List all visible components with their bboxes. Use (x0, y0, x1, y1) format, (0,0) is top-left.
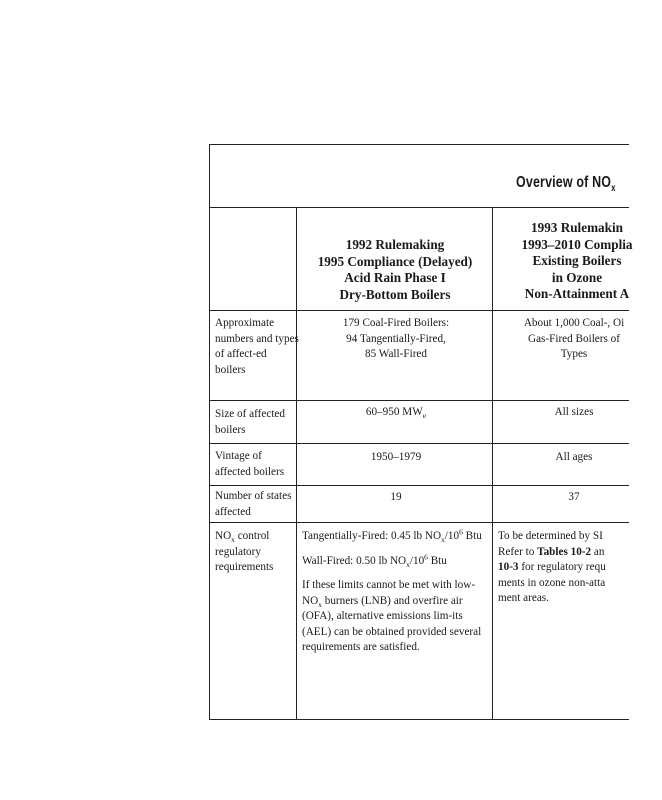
header-line: 1995 Compliance (Delayed) (317, 253, 473, 269)
cell-states-col1: 19 (390, 491, 402, 503)
text: Btu (462, 530, 482, 542)
cell-line: 179 Coal-Fired Boilers: (342, 317, 450, 329)
wall-fired-limit (302, 551, 492, 570)
column-header-2 (492, 220, 662, 303)
text: Btu (427, 554, 447, 567)
header-divider (210, 310, 629, 311)
header-line: Non-Attainment A (524, 286, 630, 301)
title-subscript: x (611, 183, 616, 195)
cell-nox-col2 (498, 529, 658, 607)
cell-line: 94 Tangentially-Fired, (346, 332, 446, 345)
header-line: 1992 Rulemaking (345, 237, 445, 252)
cell-nox-col1 (302, 529, 492, 665)
cell-size-col1 (298, 405, 494, 421)
cell-line: 85 Wall-Fired (365, 348, 427, 360)
table-title (516, 174, 616, 195)
header-line: 1993–2010 Complia (521, 236, 633, 252)
tangential-limit (302, 529, 492, 545)
row-divider-3 (210, 485, 629, 486)
nox-overview-table (209, 144, 633, 720)
header-line: Existing Boilers (532, 253, 622, 268)
header-line: Dry-Bottom Boilers (339, 286, 451, 302)
row-label-size: Size of affected boilers (215, 408, 285, 436)
cell-subscript: e (422, 411, 427, 421)
title-text: Overview of NO (516, 174, 612, 191)
cell-line: To be determined by SI (498, 530, 603, 542)
row-label-states: Number of states affected (215, 490, 292, 518)
text: Refer to (498, 545, 538, 558)
row-label-approximate: Approximate numbers and types of affect-ed boilers (215, 317, 299, 376)
cell-line: Types (560, 348, 588, 360)
superscript: 6 (424, 551, 428, 561)
label-subscript: x (231, 535, 235, 545)
cell-size-col2: All sizes (554, 406, 594, 418)
text: Wall-Fired: 0.50 lb NO (302, 554, 407, 567)
text: If these limits cannot be met with low-NO (302, 579, 476, 607)
cell-line: About 1,000 Coal-, Oi (523, 317, 625, 329)
subscript: x (318, 599, 322, 609)
cell-vintage-col1: 1950–1979 (370, 451, 422, 463)
table-title-row (210, 145, 629, 208)
cell-states-col2: 37 (568, 491, 580, 503)
header-line: 1993 Rulemakin (531, 220, 623, 235)
cell-line (498, 545, 658, 561)
header-line: in Ozone (551, 269, 603, 285)
label-text: control regulatory requirements (215, 530, 274, 573)
cell-vintage-col2: All ages (555, 451, 593, 463)
alternative-limits-note (302, 578, 492, 656)
text: /10 (409, 554, 425, 567)
label-text: NO (215, 530, 232, 542)
header-line: Acid Rain Phase I (344, 270, 446, 285)
text: Tangentially-Fired: 0.45 lb NO (302, 530, 442, 542)
text: an (591, 545, 605, 558)
text: for regulatory requ (518, 561, 606, 573)
text: burners (LNB) and overfire air (OFA), alternative emissions lim-its (AEL) can be obtained provided several requirements are satisfied. (302, 594, 482, 653)
row-label-vintage: Vintage of affected boilers (215, 450, 285, 478)
cell-approx-col2 (494, 316, 654, 363)
subscript: x (406, 559, 410, 569)
cell-approx-col1 (298, 316, 494, 363)
cell-text: 60–950 MW (365, 406, 423, 418)
superscript: 6 (459, 527, 463, 537)
text: /10 (444, 530, 460, 542)
row-divider-4 (210, 522, 629, 523)
cell-line: Gas-Fired Boilers of (528, 332, 620, 345)
row-divider-2 (210, 443, 629, 444)
cell-line (498, 560, 658, 576)
cell-line: ments in ozone non-atta (498, 576, 606, 589)
table-reference: 10-3 (498, 561, 519, 573)
column-header-1 (296, 237, 494, 303)
cell-line: ment areas. (498, 592, 549, 604)
subscript: x (441, 535, 445, 545)
row-divider-1 (210, 400, 629, 401)
row-label-nox-control (215, 529, 299, 576)
table-reference: Tables 10-2 (537, 545, 592, 558)
